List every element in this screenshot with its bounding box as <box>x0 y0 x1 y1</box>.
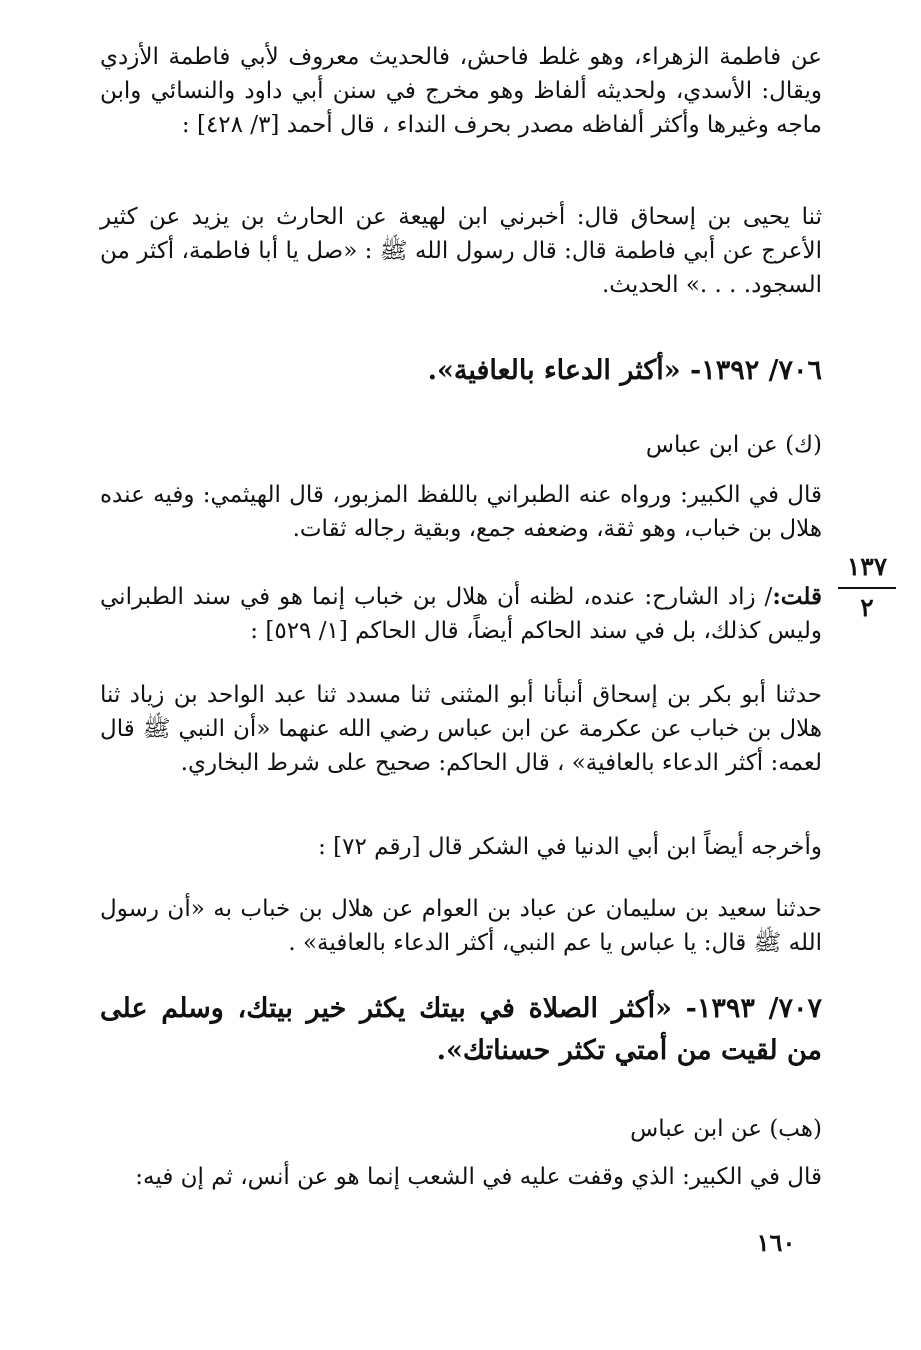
source-attribution-2 <box>100 1112 822 1146</box>
hadith-text: ٧٠٧/ ١٣٩٣- «أكثر الصلاة في بيتك يكثر خير بيتك، وسلم على من لقيت من أمتي تكثر حسناتك». <box>100 993 822 1066</box>
paragraph-shukr-narration <box>100 892 822 960</box>
source-text: (هب) عن ابن عباس <box>630 1116 822 1142</box>
hadith-heading-1392 <box>100 350 822 392</box>
paragraph-kabir-2 <box>100 1160 822 1194</box>
paragraph-text: حدثنا أبو بكر بن إسحاق أنبأنا أبو المثنى ثنا مسدد ثنا عبد الواحد بن زياد ثنا هلال بن خباب عن عكرمة عن ابن عباس رضي الله عنهما «أن النبي ﷺ قال لعمه: أكثر الدعاء بالعافية» ، قال الحاكم: صحيح على شرط البخاري. <box>100 682 822 776</box>
margin-reference-top: ١٣٧ <box>846 552 888 581</box>
qultu-keyword: قلت: <box>772 583 822 610</box>
margin-reference <box>838 552 896 622</box>
margin-reference-bottom: ٢ <box>860 593 874 622</box>
paragraph-text: ثنا يحيى بن إسحاق قال: أخبرني ابن لهيعة عن الحارث بن يزيد عن كثير الأعرج عن أبي فاطمة قال: قال رسول الله ﷺ : «صل يا أبا فاطمة، أكثر من السجود. . . .» الحديث. <box>100 204 822 298</box>
paragraph-text: قال في الكبير: ورواه عنه الطبراني باللفظ المزبور، قال الهيثمي: وفيه عنده هلال بن خباب، وهو ثقة، وضعفه جمع، وبقية رجاله ثقات. <box>100 482 822 542</box>
paragraph-text <box>100 580 822 648</box>
paragraph-qultu <box>100 580 822 648</box>
qultu-body: / زاد الشارح: عنده، لظنه أن هلال بن خباب إنما هو في سند الطبراني وليس كذلك، بل في سند الحاكم أيضاً، قال الحاكم [١/ ٥٢٩] : <box>100 584 822 644</box>
paragraph-text: حدثنا سعيد بن سليمان عن عباد بن العوام عن هلال بن خباب به «أن رسول الله ﷺ قال: يا عباس يا عم النبي، أكثر الدعاء بالعافية» . <box>100 896 822 956</box>
page-number: ١٦٠ <box>756 1228 796 1257</box>
paragraph-text: عن فاطمة الزهراء، وهو غلط فاحش، فالحديث معروف لأبي فاطمة الأزدي ويقال: الأسدي، ولحديثه ألفاظ وهو مخرج في سنن أبي داود والنسائي وابن ماجه وغيرها وأكثر ألفاظه مصدر بحرف النداء ، قال أحمد [٣/ ٤٢٨] : <box>100 44 822 138</box>
margin-divider <box>838 587 896 589</box>
hadith-heading-1393 <box>100 988 822 1072</box>
paragraph-hakim-narration <box>100 678 822 780</box>
source-attribution-1 <box>100 428 822 462</box>
paragraph-continuation <box>100 40 822 142</box>
paragraph-text: قال في الكبير: الذي وقفت عليه في الشعب إنما هو عن أنس، ثم إن فيه: <box>135 1164 822 1190</box>
paragraph-kabir-1 <box>100 478 822 546</box>
source-text: (ك) عن ابن عباس <box>645 432 822 458</box>
paragraph-ahmad-narration <box>100 200 822 302</box>
paragraph-text: وأخرجه أيضاً ابن أبي الدنيا في الشكر قال [رقم ٧٢] : <box>318 834 822 860</box>
paragraph-ibn-abi-dunya <box>100 830 822 864</box>
hadith-text: ٧٠٦/ ١٣٩٢- «أكثر الدعاء بالعافية». <box>427 355 822 386</box>
